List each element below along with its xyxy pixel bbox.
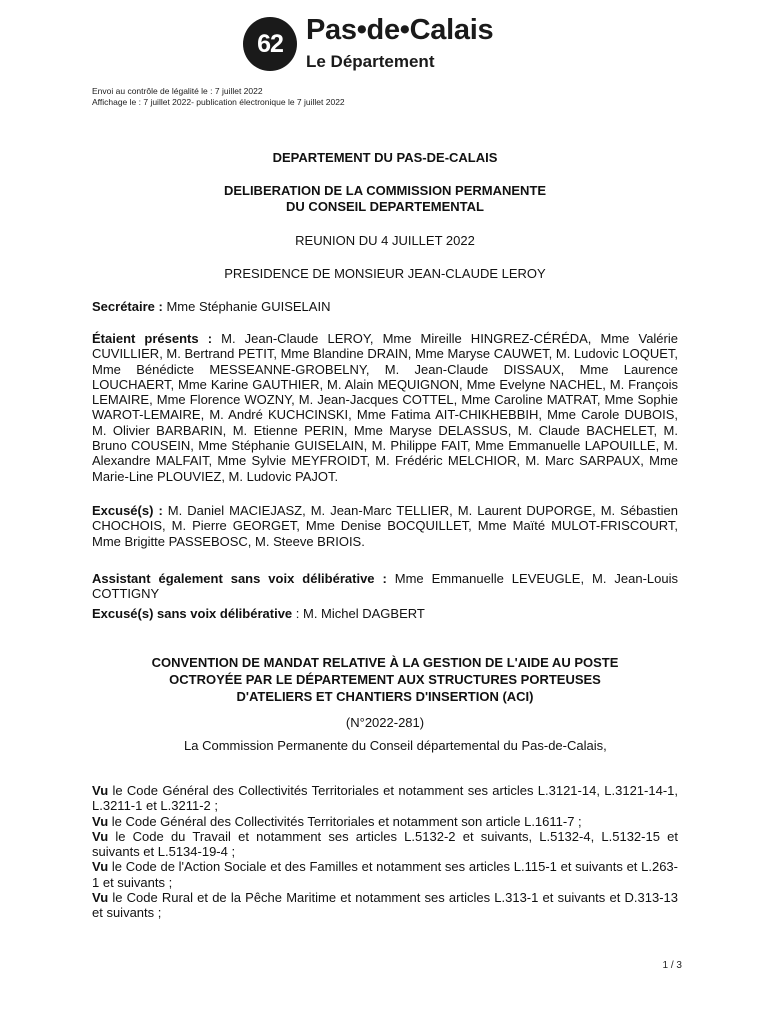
vu-item — [92, 814, 678, 829]
excused-no-vote-label: Excusé(s) sans voix délibérative — [92, 606, 293, 621]
vu-text: le Code du Travail et notamment ses articles L.5132-2 et suivants, L.5132-4, L.5132-15 et suivants et L.5134-19-4 ; — [92, 828, 678, 860]
meta-publication-date: Affichage le : 7 juillet 2022- publication électronique le 7 juillet 2022 — [92, 97, 345, 107]
commission-intro: La Commission Permanente du Conseil départemental du Pas-de-Calais, — [184, 738, 607, 753]
vu-item — [92, 859, 678, 890]
excused-names: M. Daniel MACIEJASZ, M. Jean-Marc TELLIER, M. Laurent DUPORGE, M. Sébastien CHOCHOIS, M. Pierre GEORGET, Mme Denise BOCQUILLET, Mme Maïté MULOT-FRISCOURT, Mme Brigitte PASSEBOSC, M. Steeve BRIOIS. — [92, 503, 678, 549]
assistant-paragraph — [92, 571, 678, 602]
convention-title-line2: OCTROYÉE PAR LE DÉPARTEMENT AUX STRUCTURES PORTEUSES — [169, 672, 601, 687]
deliberation-heading-line1: DELIBERATION DE LA COMMISSION PERMANENTE — [223, 183, 547, 198]
excused-no-vote-paragraph — [92, 606, 678, 621]
meta-legality-date: Envoi au contrôle de légalité le : 7 juillet 2022 — [92, 86, 263, 96]
vu-label: Vu — [92, 783, 109, 798]
transmission-meta — [92, 86, 345, 108]
department-logo — [240, 14, 540, 72]
vu-text: le Code Général des Collectivités Territoriales et notamment ses articles L.3121-14, L.3121-14-1, L.3211-1 et L.3211-2 ; — [92, 783, 678, 814]
vu-list — [92, 783, 678, 921]
vu-label: Vu — [92, 828, 109, 844]
excused-label: Excusé(s) : — [92, 503, 163, 518]
logo-name: Pas•de•Calais — [306, 14, 494, 46]
present-names: M. Jean-Claude LEROY, Mme Mireille HINGREZ-CÉRÉDA, Mme Valérie CUVILLIER, M. Bertrand PETIT, Mme Blandine DRAIN, Mme Maryse CAUWET, M. Ludovic LOQUET, Mme Bénédicte MESSEANNE-GROBELNY, M. Jean-Claude DISSAUX, Mme Laurence LOUCHAERT, Mme Karine GAUTHIER, M. Alain MEQUIGNON, Mme Evelyne NACHEL, M. François LEMAIRE, Mme Florence WOZNY, M. Jean-Jacques COTTEL, Mme Caroline MATRAT, Mme Sophie WAROT-LEMAIRE, M. André KUCHCINSKI, Mme Fatima AIT-CHIKHEBBIH, Mme Carole DUBOIS, M. Olivier BARBARIN, M. Etienne PERIN, Mme Maryse DELASSUS, M. Claude BACHELET, M. Bruno COUSEIN, Mme Stéphanie GUISELAIN, M. Philippe FAIT, Mme Emmanuelle LAPOUILLE, M. Alexandre MALFAIT, Mme Sylvie MEYFROIDT, M. Frédéric MELCHIOR, M. Marc SARPAUX, Mme Marie-Line PLOUVIEZ, M. Ludovic PAJOT. — [92, 331, 678, 484]
deliberation-heading-line2: DU CONSEIL DEPARTEMENTAL — [286, 199, 484, 214]
vu-label: Vu — [92, 859, 109, 875]
page-number: 1 / 3 — [662, 960, 682, 971]
secretary-label: Secrétaire : — [92, 299, 163, 314]
vu-text: le Code Rural et de la Pêche Maritime et notamment ses articles L.313-1 et suivants et D.313-13 et suivants ; — [92, 890, 678, 921]
vu-item — [92, 890, 678, 921]
vu-label: Vu — [92, 813, 109, 829]
vu-label: Vu — [92, 890, 109, 906]
assistant-names: Mme Emmanuelle LEVEUGLE, M. Jean-Louis COTTIGNY — [92, 571, 679, 602]
secretary-name: Mme Stéphanie GUISELAIN — [162, 299, 331, 314]
meeting-date: REUNION DU 4 JUILLET 2022 — [295, 233, 475, 248]
present-paragraph — [92, 331, 678, 484]
excused-no-vote-names: : M. Michel DAGBERT — [292, 606, 425, 621]
excused-paragraph — [92, 503, 678, 549]
vu-text: le Code Général des Collectivités Territoriales et notamment son article L.1611-7 ; — [108, 813, 582, 829]
deliberation-number: (N°2022-281) — [345, 715, 425, 730]
present-label: Étaient présents : — [92, 331, 213, 346]
presidency-line: PRESIDENCE DE MONSIEUR JEAN-CLAUDE LEROY — [224, 266, 546, 281]
vu-item — [92, 829, 678, 860]
logo-subtitle: Le Département — [306, 52, 435, 71]
secretary-line — [92, 299, 678, 314]
vu-text: le Code de l'Action Sociale et des Familles et notamment ses articles L.115-1 et suivants et L.263-1 et suivants ; — [92, 859, 678, 890]
assistant-label: Assistant également sans voix délibérative : — [92, 571, 387, 586]
vu-item — [92, 783, 678, 814]
convention-title-line1: CONVENTION DE MANDAT RELATIVE À LA GESTION DE L'AIDE AU POSTE — [151, 655, 619, 670]
convention-title-line3: D'ATELIERS ET CHANTIERS D'INSERTION (ACI) — [236, 689, 534, 704]
logo-badge: 62 — [243, 17, 297, 71]
department-heading: DEPARTEMENT DU PAS-DE-CALAIS — [272, 150, 498, 165]
